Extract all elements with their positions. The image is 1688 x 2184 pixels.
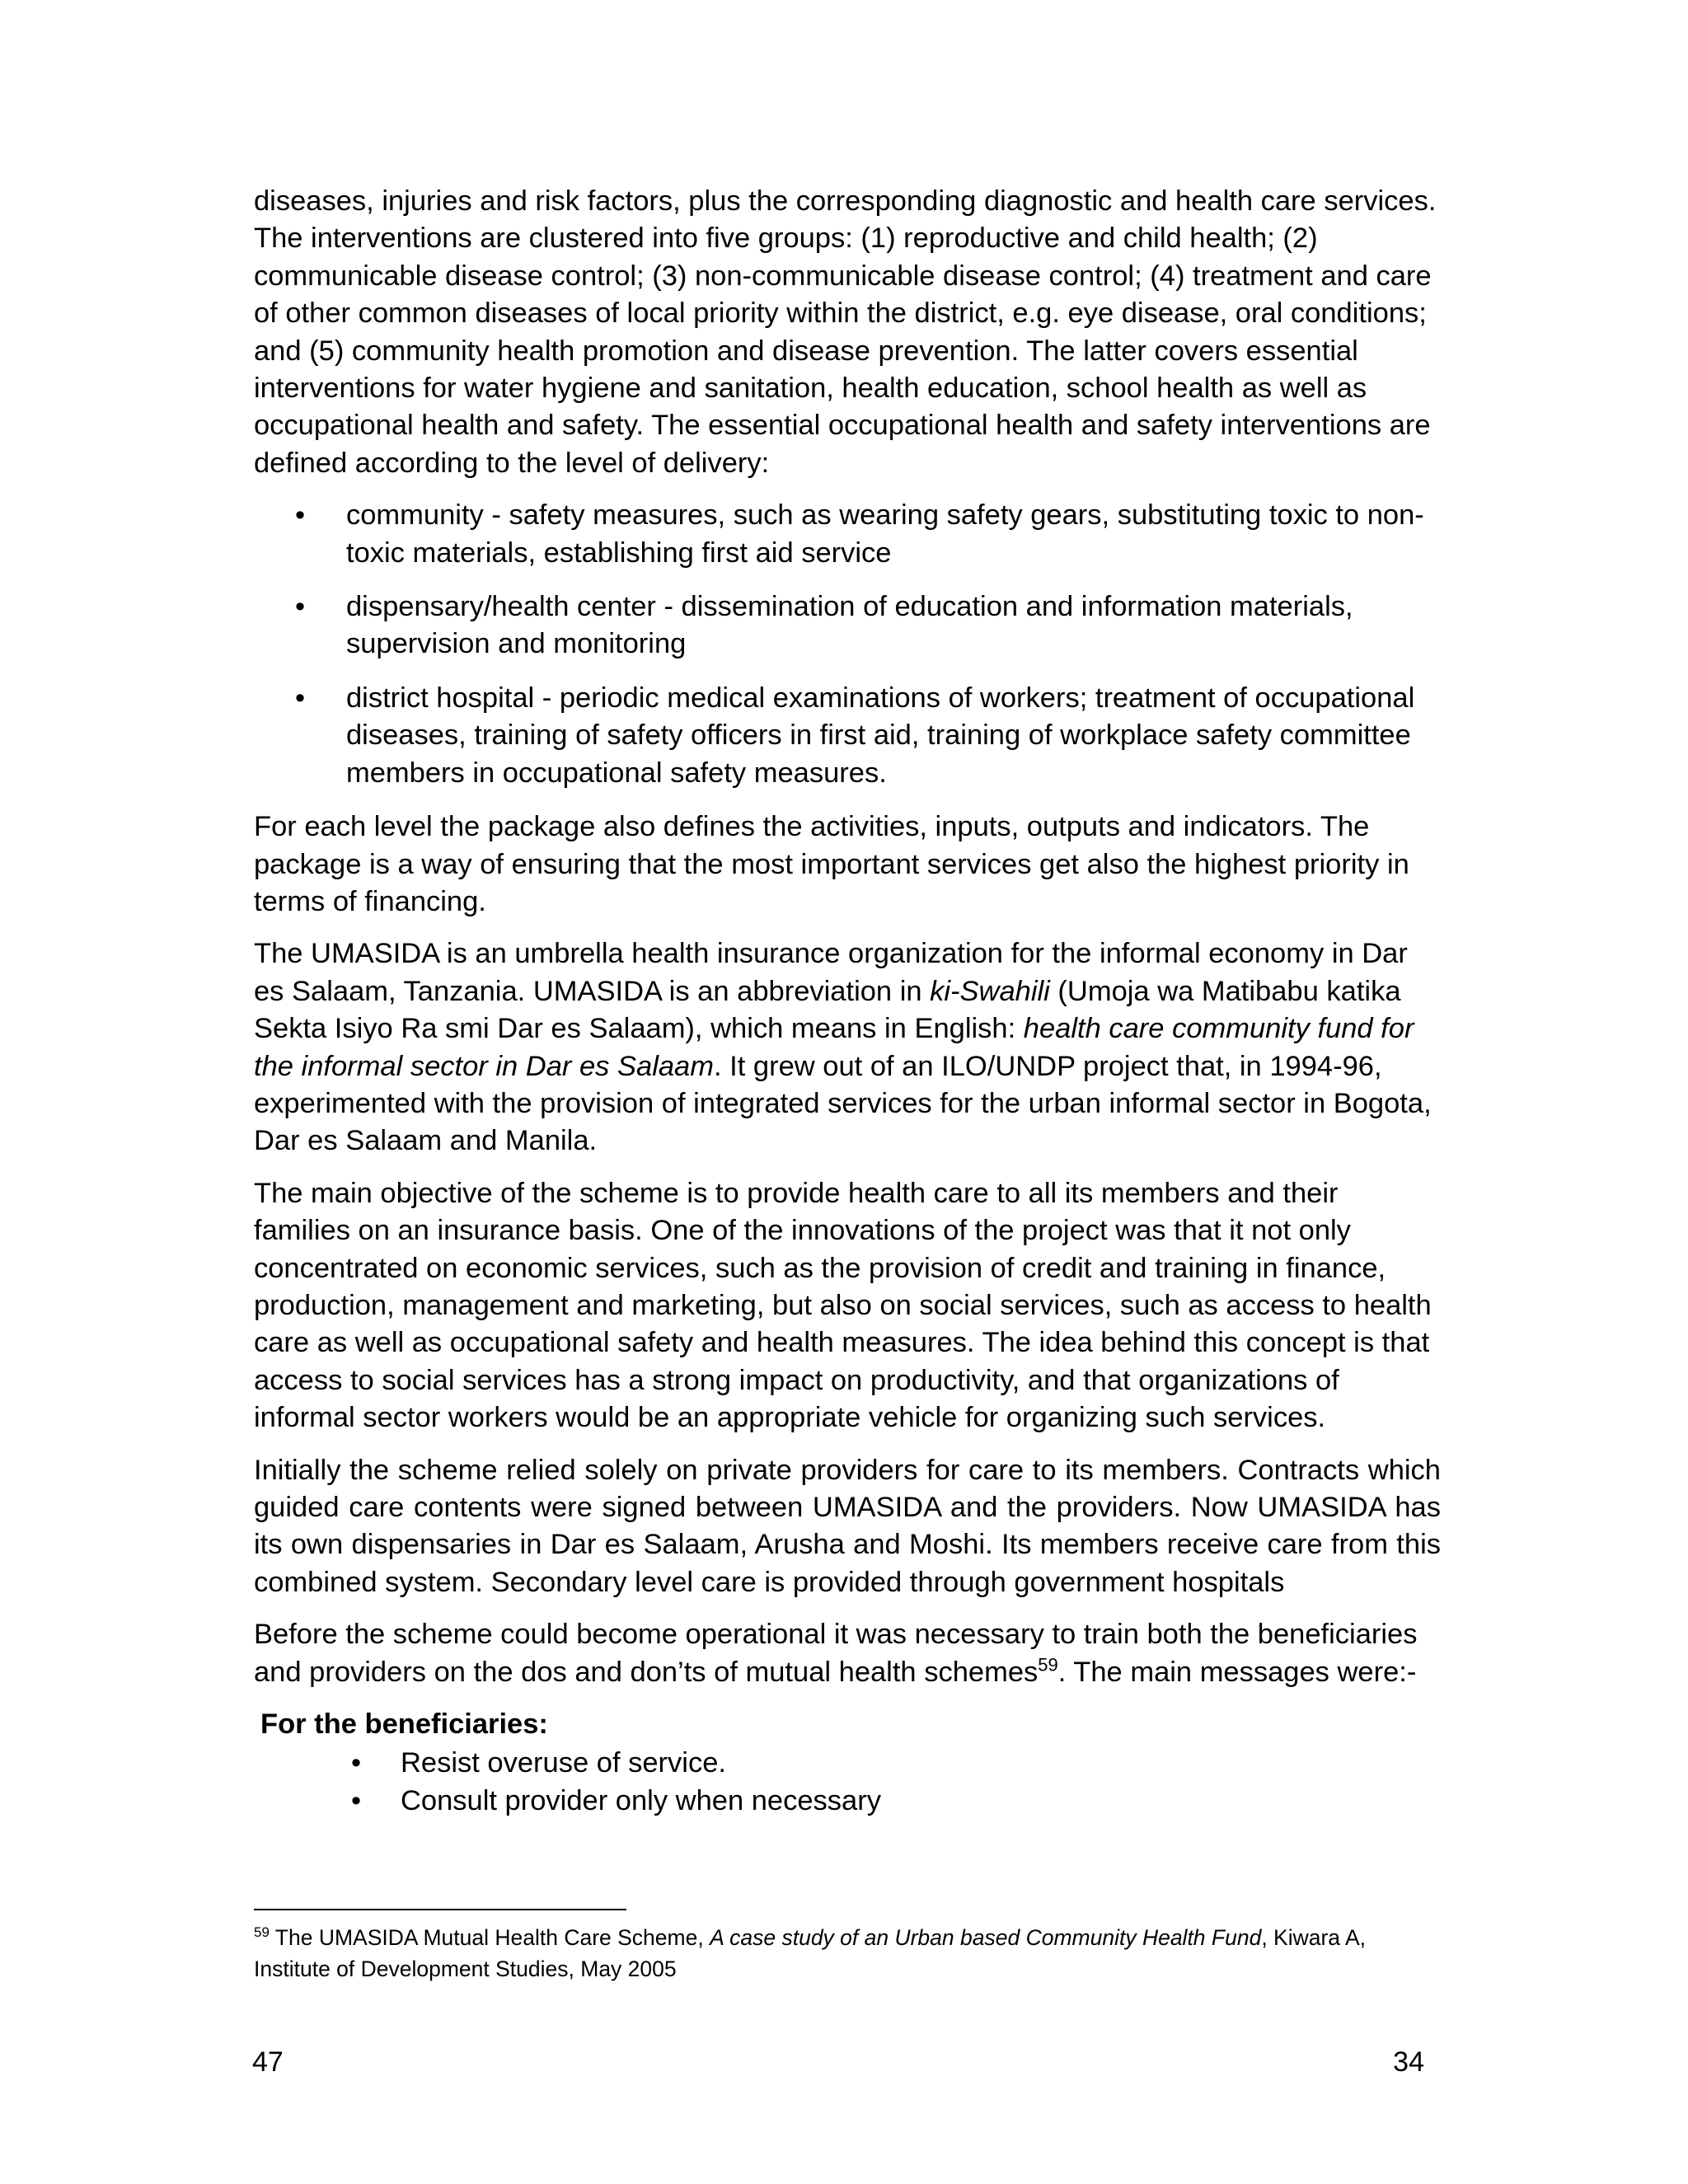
bullet-icon: • (295, 591, 306, 623)
footnote-separator (254, 1909, 626, 1910)
providers-paragraph: Initially the scheme relied solely on private providers for care to its members. Contracts which guided care contents were signed between UMASIDA and the providers. Now UMASIDA has its own dispensaries in Dar es Salaam, Arusha and Moshi. Its members receive care from this combined system. Secondary level care is provided through government hospitals (254, 1454, 1441, 1598)
italic-text: ki-Swahili (930, 975, 1050, 1007)
delivery-level-list (254, 497, 1441, 792)
list-item-text: dispensary/health center - dissemination of education and information materials, supervision and monitoring (346, 591, 1353, 660)
bullet-icon: • (295, 499, 306, 532)
document-body (254, 183, 1441, 1820)
package-paragraph: For each level the package also defines the activities, inputs, outputs and indicators. The package is a way of ensuring that the most important services get also the highest priority in terms of financing. (254, 811, 1409, 917)
bullet-icon: • (351, 1747, 362, 1779)
list-item-text: Consult provider only when necessary (401, 1784, 881, 1816)
list-item (254, 588, 1441, 663)
list-item (254, 1745, 1441, 1782)
objective-paragraph: The main objective of the scheme is to provide health care to all its members and their families on an insurance basis. One of the innovations of the project was that it not only concentrated on economic services, such as the provision of credit and training in finance, production, management and marketing, but also on social services, such as access to health care as well as occupational safety and health measures. The idea behind this concept is that access to social services has a strong impact on productivity, and that organizations of informal sector workers would be an appropriate vehicle for organizing such services. (254, 1177, 1432, 1434)
page-number-left: 47 (252, 2046, 284, 2078)
text-run: The UMASIDA is an umbrella health insurance organization for the informal economy in Dar es Salaam, Tanzania. UMASIDA is an abbreviation in (254, 938, 1408, 1007)
bullet-icon: • (295, 682, 306, 714)
list-item-text: district hospital - periodic medical examinations of workers; treatment of occupational diseases, training of safety officers in first aid, training of workplace safety committee members in occupational safety measures. (346, 682, 1415, 789)
footnote (254, 1922, 1424, 1985)
list-item-text: Resist overuse of service. (401, 1747, 726, 1779)
text-run: , Kiwara A, Institute of Development Studies, May 2005 (254, 1925, 1366, 1981)
text-run: . The main messages were:- (1057, 1656, 1417, 1688)
list-item-text: community - safety measures, such as wearing safety gears, substituting toxic to non-toxic materials, establishing first aid service (346, 499, 1424, 569)
text-run: Before the scheme could become operational it was necessary to train both the beneficiaries and providers on the dos and don’ts of mutual health schemes (254, 1619, 1418, 1688)
beneficiaries-heading: For the beneficiaries: (260, 1708, 548, 1741)
bullet-icon: • (351, 1784, 362, 1816)
text-run: . It grew out of an ILO/UNDP project that, in 1994-96, experimented with the provision of integrated services for the urban informal sector in Bogota, Dar es Salaam and Manila. (254, 1050, 1432, 1157)
list-item (254, 1783, 1441, 1820)
text-run: The UMASIDA Mutual Health Care Scheme, (269, 1925, 710, 1950)
footnote-reference[interactable]: 59 (1038, 1654, 1058, 1675)
umasida-paragraph (254, 935, 1441, 1160)
beneficiaries-list (254, 1745, 1441, 1820)
list-item (254, 497, 1441, 572)
page-number-right: 34 (1393, 2046, 1424, 2078)
italic-text: health care community fund for the informal sector in Dar es Salaam (254, 1013, 1414, 1082)
intro-paragraph: diseases, injuries and risk factors, plus the corresponding diagnostic and health care services. The interventions are clustered into five groups: (1) reproductive and child health; (2) communicable disease control; (3) non-communicable disease control; (4) treatment and care of other common diseases of local priority within the district, e.g. eye disease, oral conditions; and (5) community health promotion and disease prevention. The latter covers essential interventions for water hygiene and sanitation, health education, school health as well as occupational health and safety. The essential occupational health and safety interventions are defined according to the level of delivery: (254, 185, 1437, 479)
text-run: (Umoja wa Matibabu katika Sekta Isiyo Ra smi Dar es Salaam), which means in English: (254, 975, 1401, 1045)
footnote-number: 59 (254, 1924, 270, 1941)
italic-text: A case study of an Urban based Community Health Fund (710, 1925, 1262, 1950)
list-item (254, 680, 1441, 792)
training-paragraph (254, 1616, 1441, 1691)
